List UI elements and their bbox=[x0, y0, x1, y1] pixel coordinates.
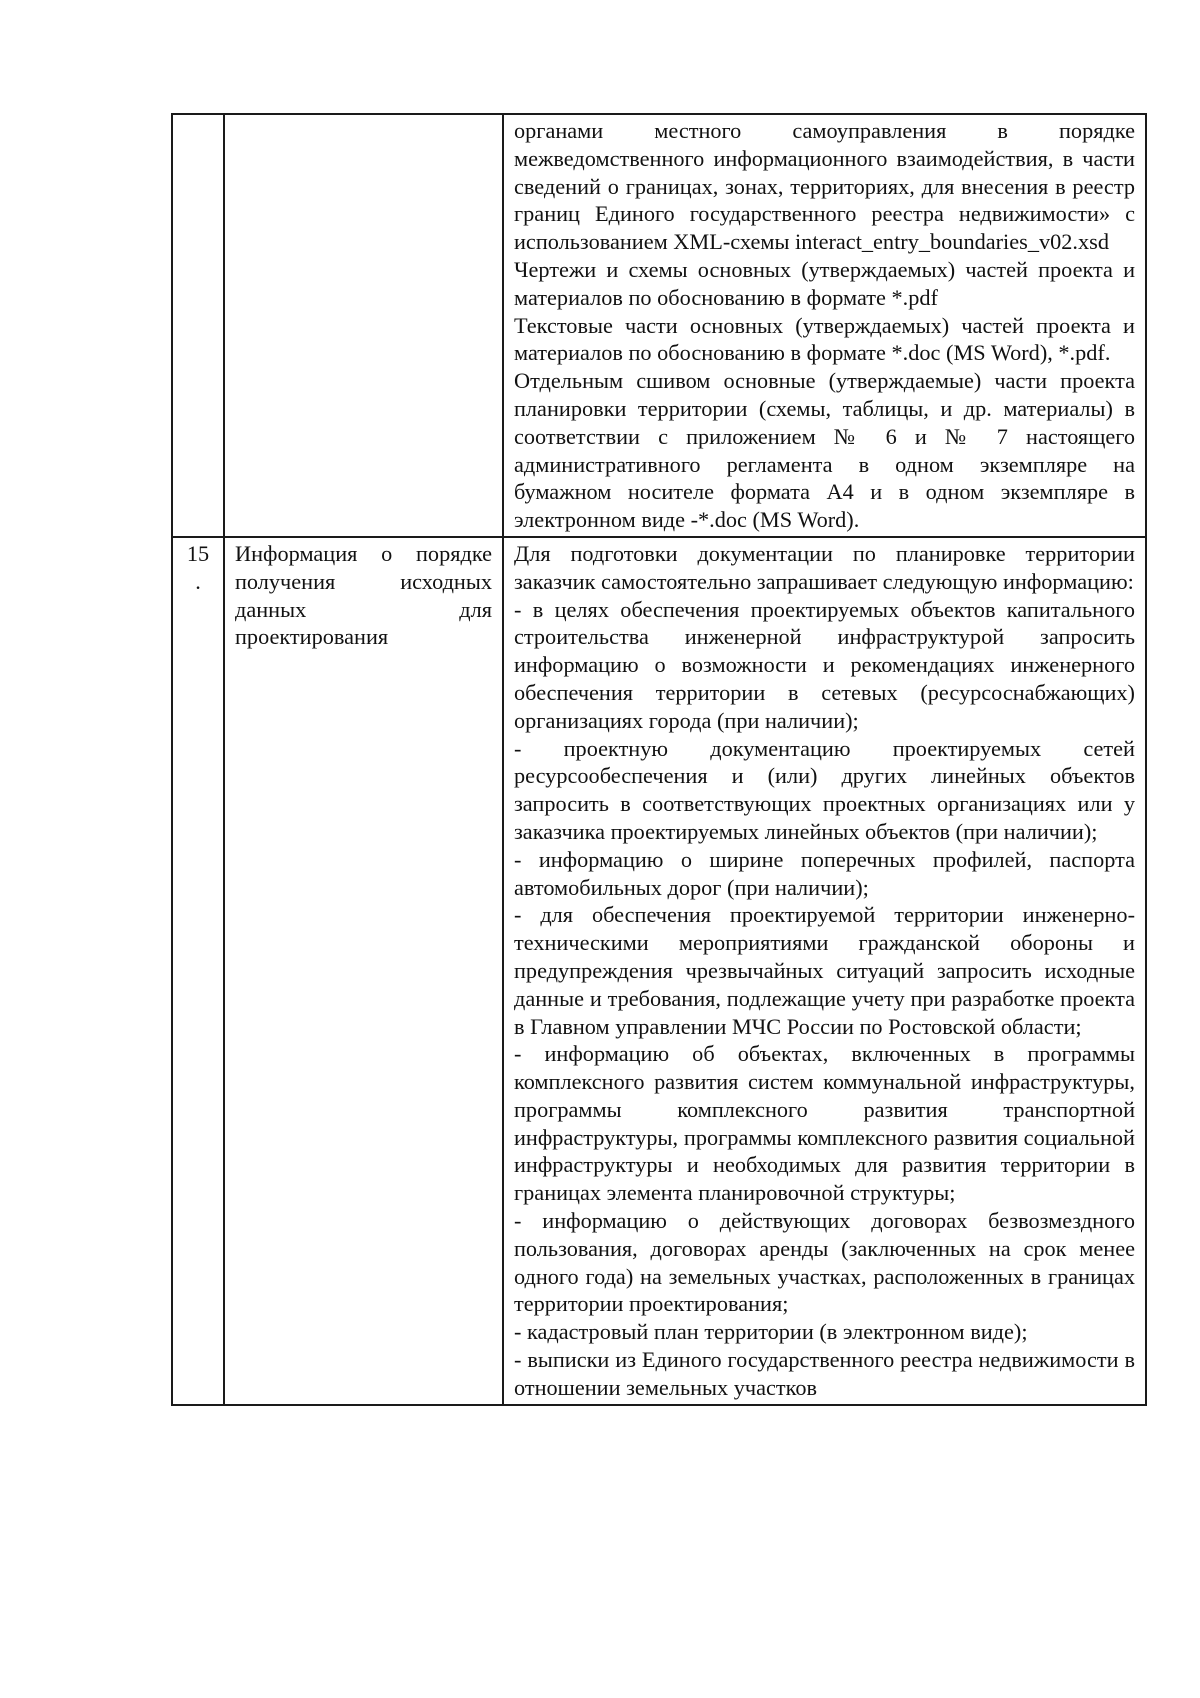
row-number-cell bbox=[172, 114, 224, 537]
row-title-cell bbox=[224, 114, 503, 537]
content-paragraph: Для подготовки документации по планировке территории заказчик самостоятельно запрашивает следующую информацию: bbox=[514, 540, 1135, 594]
requirements-table bbox=[171, 113, 1147, 1406]
row-content-cell bbox=[503, 537, 1146, 1405]
content-paragraph: - для обеспечения проектируемой территории инженерно-техническими мероприятиями гражданской обороны и предупреждения чрезвычайных ситуаций запросить исходные данные и требования, подлежащие учету при разработке проекта в Главном управлении МЧС России по Ростовской области; bbox=[514, 902, 1135, 1039]
table-row bbox=[172, 114, 1146, 537]
content-paragraph: органами местного самоуправления в порядке межведомственного информационного взаимодействия, в части сведений о границах, зонах, территориях, для внесения в реестр границ Единого государственного реестра недвижимости» с использованием XML-схемы interact_entry_boundaries_v02.xsd bbox=[514, 118, 1135, 255]
table-row bbox=[172, 537, 1146, 1405]
row-number-suffix: . bbox=[195, 568, 201, 594]
content-paragraph: - проектную документацию проектируемых сетей ресурсообеспечения и (или) других линейных объектов запросить в соответствующих проектных организациях или у заказчика проектируемых линейных объектов (при наличии); bbox=[514, 735, 1135, 844]
content-paragraph: - информацию о ширине поперечных профилей, паспорта автомобильных дорог (при наличии); bbox=[514, 846, 1135, 900]
content-paragraph: - выписки из Единого государственного реестра недвижимости в отношении земельных участков bbox=[514, 1347, 1135, 1400]
row-content-cell bbox=[503, 114, 1146, 537]
content-paragraph: Текстовые части основных (утверждаемых) частей проекта и материалов по обоснованию в формате *.doc (MS Word), *.pdf. bbox=[514, 312, 1135, 366]
content-paragraph: - в целях обеспечения проектируемых объектов капитального строительства инженерной инфраструктурой запросить информацию о возможности и рекомендациях инженерного обеспечения территории в сетевых (ресурсоснабжающих) организациях города (при наличии); bbox=[514, 596, 1135, 733]
row-title-cell bbox=[224, 537, 503, 1405]
content-paragraph: - кадастровый план территории (в электронном виде); bbox=[514, 1319, 1028, 1345]
content-paragraph: Отдельным сшивом основные (утверждаемые) части проекта планировки территории (схемы, таблицы, и др. материалы) в соответствии с приложением № 6 и № 7 настоящего административного регламента в одном экземпляре на бумажном носителе формата А4 и в одном экземпляре в электронном виде -*.doc (MS Word). bbox=[514, 368, 1135, 533]
content-paragraph: - информацию об объектах, включенных в программы комплексного развития систем коммунальной инфраструктуры, программы комплексного развития транспортной инфраструктуры, программы комплексного развития социальной инфраструктуры и необходимых для развития территории в границах элемента планировочной структуры; bbox=[514, 1041, 1135, 1206]
content-paragraph: - информацию о действующих договорах безвозмездного пользования, договорах аренды (заключенных на срок менее одного года) на земельных участках, расположенных в границах территории проектирования; bbox=[514, 1208, 1135, 1317]
row-number: 15 bbox=[186, 540, 210, 566]
row-number-cell bbox=[172, 537, 224, 1405]
content-paragraph: Чертежи и схемы основных (утверждаемых) частей проекта и материалов по обоснованию в формате *.pdf bbox=[514, 256, 1135, 310]
row-title: Информация о порядке получения исходных данных для проектирования bbox=[235, 540, 492, 650]
